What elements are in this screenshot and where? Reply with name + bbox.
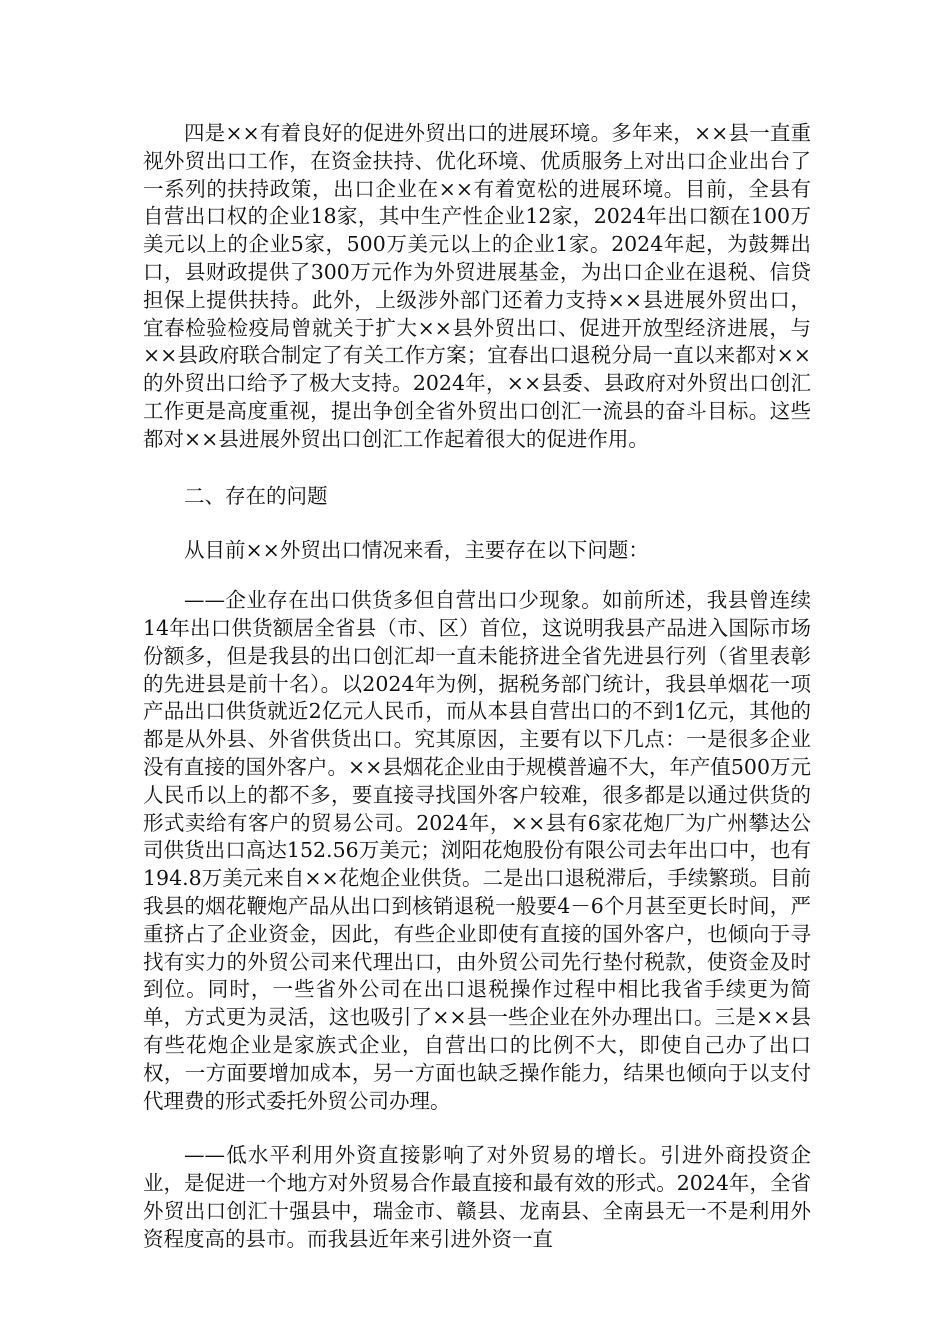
paragraph-environment: 四是××有着良好的促进外贸出口的进展环境。多年来，××县一直重视外贸出口工作，在资金扶持、优化环境、优质服务上对出口企业出台了一系列的扶持政策，出口企业在××有着宽松的进展环境。目前，全县有自营出口权的企业18家，其中生产性企业12家，2024年出口额在100万美元以上的企业5家，500万美元以上的企业1家。2024年起，为鼓舞出口，县财政提供了300万元作为外贸进展基金，为出口企业在退税、信贷担保上提供扶持。此外，上级涉外部门还着力支持××县进展外贸出口，宜春检验检疫局曾就关于扩大××县外贸出口、促进开放型经济进展，与××县政府联合制定了有关工作方案；宜春出口退税分局一直以来都对××的外贸出口给予了极大支持。2024年，××县委、县政府对外贸出口创汇工作更是高度重视，提出争创全省外贸出口创汇一流县的奋斗目标。这些都对××县进展外贸出口创汇工作起着很大的促进作用。 [143, 121, 811, 451]
section-heading-problems: 二、存在的问题 [184, 483, 328, 508]
paragraph-problem-supply: ——企业存在出口供货多但自营出口少现象。如前所述，我县曾连续14年出口供货额居全省县（市、区）首位，这说明我县产品进入国际市场份额多，但是我县的出口创汇却一直未能挤进全省先进县行列（省里表彰的先进县是前十名）。以2024年为例，据税务部门统计，我县单烟花一项产品出口供货就近2亿元人民币，而从本县自营出口的不到1亿元，其他的都是从外县、外省供货出口。究其原因，主要有以下几点：一是很多企业没有直接的国外客户。××县烟花企业由于规模普遍不大，年产值500万元人民币以上的都不多，要直接寻找国外客户较难，很多都是以通过供货的形式卖给有客户的贸易公司。2024年，××县有6家花炮厂为广州攀达公司供货出口高达152.56万美元；浏阳花炮股份有限公司去年出口中，也有194.8万美元来自××花炮企业供货。二是出口退税滞后，手续繁琐。目前我县的烟花鞭炮产品从出口到核销退税一般要4－6个月甚至更长时间，严重挤占了企业资金，因此，有些企业即使有直接的国外客户，也倾向于寻找有实力的外贸公司来代理出口，由外贸公司先行垫付税款，使资金及时到位。同时，一些省外公司在出口退税操作过程中相比我省手续更为简单，方式更为灵活，这也吸引了××县一些企业在外办理出口。三是××县有些花炮企业是家族式企业，自营出口的比例不大，即使自己办了出口权，一方面要增加成本，另一方面也缺乏操作能力，结果也倾向于以支付代理费的形式委托外贸公司办理。 [143, 588, 811, 1113]
paragraph-problems-intro: 从目前××外贸出口情况来看，主要存在以下问题： [184, 538, 649, 563]
document-page [143, 120, 811, 1253]
paragraph-problem-foreign-investment: ——低水平利用外资直接影响了对外贸易的增长。引进外商投资企业，是促进一个地方对外贸易合作最直接和最有效的形式。2024年，全省外贸出口创汇十强县中，瑞金市、赣县、龙南县、全南县无一不是利用外资程度高的县市。而我县近年来引进外资一直 [143, 1143, 811, 1251]
